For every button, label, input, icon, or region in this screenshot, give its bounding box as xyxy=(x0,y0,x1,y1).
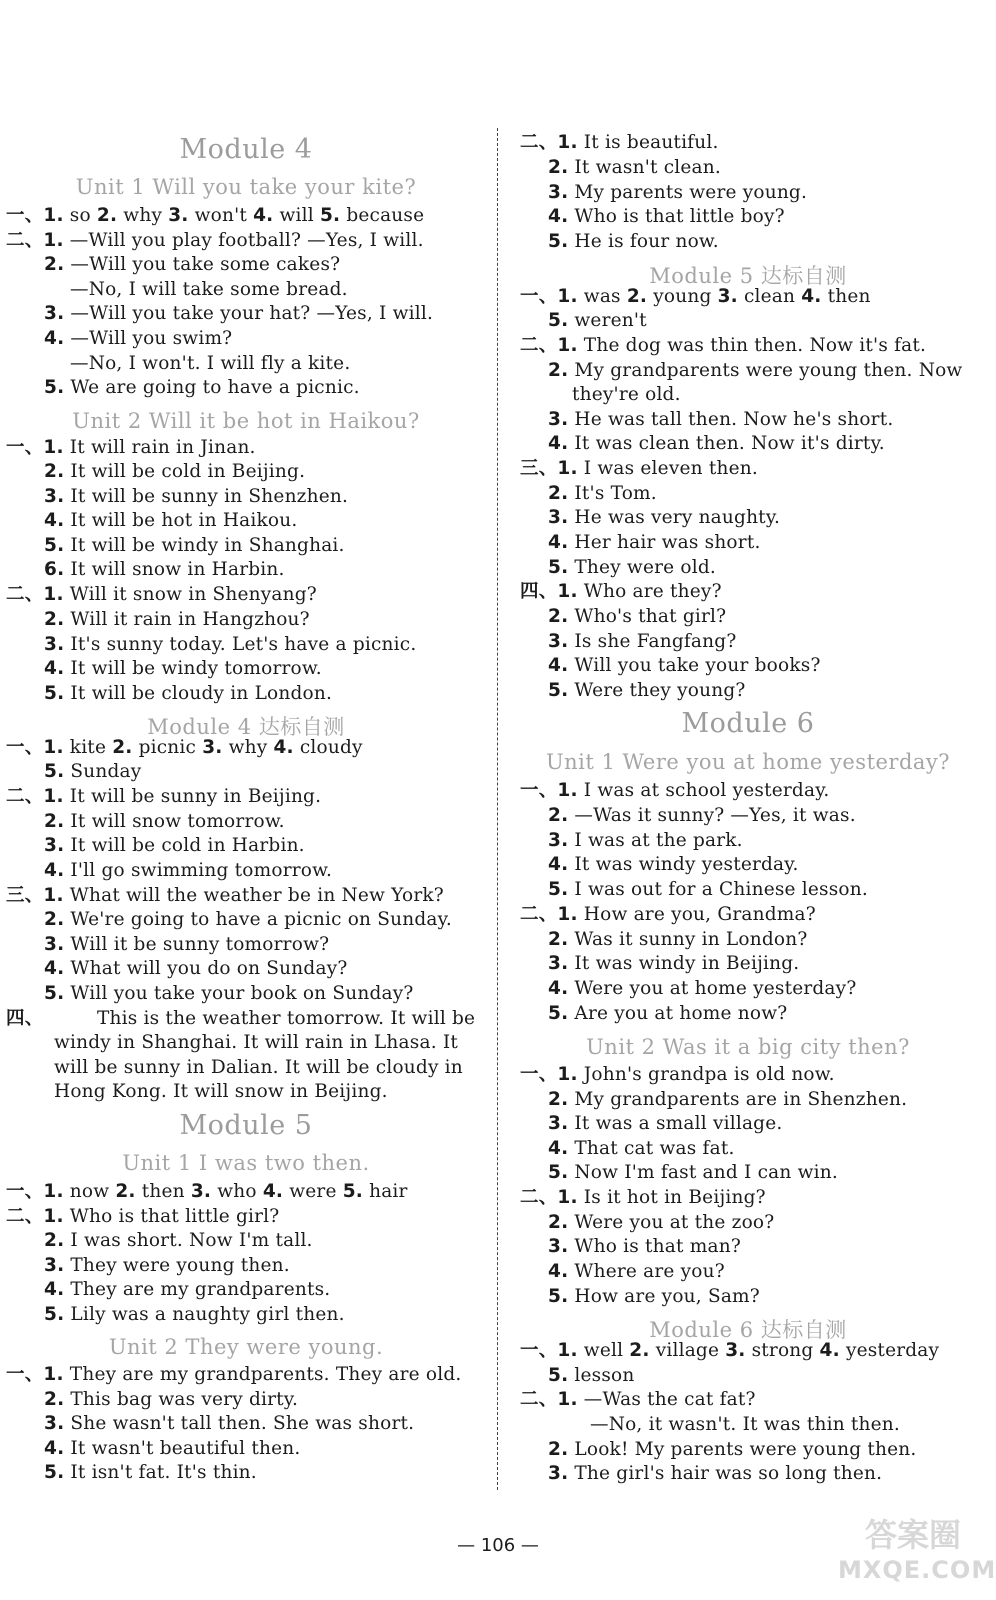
answer-line: 2. I was short. Now I'm tall. xyxy=(44,1230,313,1251)
module-4-unit-1-title: Unit 1 Will you take your kite? xyxy=(75,175,417,199)
answer-line: 3. It's sunny today. Let's have a picnic. xyxy=(44,634,417,655)
answer-line: 3. The girl's hair was so long then. xyxy=(548,1463,883,1484)
answer-line: 二、1. Is it hot in Beijing? xyxy=(520,1187,766,1208)
answer-line: 4. Will you take your books? xyxy=(548,655,821,676)
answer-line: 四、 xyxy=(6,1008,44,1029)
page-number: — 106 — xyxy=(457,1535,539,1556)
answer-line: 4. It will be hot in Haikou. xyxy=(44,510,298,531)
answer-line: 4. It will be windy tomorrow. xyxy=(44,658,322,679)
answer-line: 5. I was out for a Chinese lesson. xyxy=(548,879,868,900)
answer-line: 3. Will it be sunny tomorrow? xyxy=(44,934,330,955)
answer-line: 2. Who's that girl? xyxy=(548,606,727,627)
answer-line: 2. My grandparents are in Shenzhen. xyxy=(548,1089,908,1110)
answer-line: 2. It wasn't clean. xyxy=(548,157,721,178)
answer-line: 3. I was at the park. xyxy=(548,830,743,851)
module-5-test-title: Module 5 达标自测 xyxy=(649,264,847,288)
answer-line: 3. My parents were young. xyxy=(548,182,808,203)
answer-line: 5. Now I'm fast and I can win. xyxy=(548,1162,838,1183)
answer-line: 二、1. It will be sunny in Beijing. xyxy=(6,786,322,807)
answer-line: 四、1. Who are they? xyxy=(520,581,722,602)
watermark-logo xyxy=(838,1515,996,1595)
answer-line: 2. Was it sunny in London? xyxy=(548,929,808,950)
answer-line: 6. It will snow in Harbin. xyxy=(44,559,285,580)
answer-line: 5. We are going to have a picnic. xyxy=(44,377,360,398)
answer-line: 二、1. How are you, Grandma? xyxy=(520,904,816,925)
watermark-line: MXQE.COM xyxy=(838,1556,996,1584)
answer-line: 4. —Will you swim? xyxy=(44,328,233,349)
answer-line: 2. This bag was very dirty. xyxy=(44,1389,299,1410)
answer-line: —No, it wasn't. It was thin then. xyxy=(590,1414,900,1435)
answer-line: 3. Who is that man? xyxy=(548,1236,741,1257)
answer-line: 三、1. What will the weather be in New York? xyxy=(6,885,444,906)
answer-line: 一、1. now 2. then 3. who 4. were 5. hair xyxy=(6,1181,408,1202)
answer-line: 4. Where are you? xyxy=(548,1261,725,1282)
answer-line: 2. It will be cold in Beijing. xyxy=(44,461,306,482)
answer-line: 2. Were you at the zoo? xyxy=(548,1212,775,1233)
answer-line: 5. It isn't fat. It's thin. xyxy=(44,1462,257,1483)
answer-line: 2. My grandparents were young then. Now xyxy=(548,360,963,381)
answer-line: 5. Are you at home now? xyxy=(548,1003,788,1024)
answer-line: 三、1. I was eleven then. xyxy=(520,458,758,479)
answer-line: 4. That cat was fat. xyxy=(548,1138,735,1159)
answer-line: 5. lesson xyxy=(548,1365,635,1386)
answer-line: 4. They are my grandparents. xyxy=(44,1279,331,1300)
answer-line: 二、1. It is beautiful. xyxy=(520,132,719,153)
answer-line: 5. It will be windy in Shanghai. xyxy=(44,535,345,556)
answer-line: windy in Shanghai. It will rain in Lhasa. It xyxy=(54,1032,458,1053)
answer-line: —No, I won't. I will fly a kite. xyxy=(70,353,351,374)
answer-line: will be sunny in Dalian. It will be cloudy in xyxy=(54,1057,463,1078)
answer-line: 二、1. Who is that little girl? xyxy=(6,1206,280,1227)
answer-line: 4. It wasn't beautiful then. xyxy=(44,1438,301,1459)
answer-line: 4. Her hair was short. xyxy=(548,532,761,553)
answer-line: 5. How are you, Sam? xyxy=(548,1286,760,1307)
answer-line: they're old. xyxy=(572,384,681,405)
answer-line: 5. Sunday xyxy=(44,761,142,782)
answer-line: 一、1. was 2. young 3. clean 4. then xyxy=(520,286,871,307)
answer-line: 2. It will snow tomorrow. xyxy=(44,811,285,832)
answer-line: 4. It was windy yesterday. xyxy=(548,854,799,875)
answer-line: 4. I'll go swimming tomorrow. xyxy=(44,860,333,881)
answer-line: 一、1. It will rain in Jinan. xyxy=(6,437,256,458)
answer-line: 5. Will you take your book on Sunday? xyxy=(44,983,414,1004)
module-6-title: Module 6 xyxy=(681,708,815,739)
module-4-test-title: Module 4 达标自测 xyxy=(147,715,345,739)
answer-line: 3. They were young then. xyxy=(44,1255,290,1276)
module-4-unit-2-title: Unit 2 Will it be hot in Haikou? xyxy=(72,409,420,433)
answer-line: 二、1. The dog was thin then. Now it's fat. xyxy=(520,335,927,356)
answer-line: 二、1. —Was the cat fat? xyxy=(520,1389,756,1410)
answer-line: 4. Who is that little boy? xyxy=(548,206,785,227)
answer-line: —No, I will take some bread. xyxy=(70,279,348,300)
answer-line: 一、1. John's grandpa is old now. xyxy=(520,1064,835,1085)
answer-line: 一、1. so 2. why 3. won't 4. will 5. because xyxy=(6,205,425,226)
column-divider xyxy=(497,128,498,1490)
answer-line: 5. Were they young? xyxy=(548,680,746,701)
answer-line: Hong Kong. It will snow in Beijing. xyxy=(54,1081,388,1102)
answer-line: 3. It will be sunny in Shenzhen. xyxy=(44,486,349,507)
answer-line: 4. It was clean then. Now it's dirty. xyxy=(548,433,885,454)
answer-line: 一、1. well 2. village 3. strong 4. yesterday xyxy=(520,1340,940,1361)
answer-line: 2. It's Tom. xyxy=(548,483,657,504)
answer-line: 一、1. They are my grandparents. They are old. xyxy=(6,1364,462,1385)
answer-line: 2. —Was it sunny? —Yes, it was. xyxy=(548,805,856,826)
answer-line: 3. It will be cold in Harbin. xyxy=(44,835,305,856)
answer-line: 二、1. Will it snow in Shenyang? xyxy=(6,584,317,605)
module-5-unit-1-title: Unit 1 I was two then. xyxy=(122,1151,370,1175)
answer-line: 一、1. kite 2. picnic 3. why 4. cloudy xyxy=(6,737,363,758)
module-6-test-title: Module 6 达标自测 xyxy=(649,1318,847,1342)
answer-line: 3. It was windy in Beijing. xyxy=(548,953,800,974)
answer-line: 5. It will be cloudy in London. xyxy=(44,683,333,704)
answer-line: 2. Will it rain in Hangzhou? xyxy=(44,609,310,630)
answer-line: 3. He was very naughty. xyxy=(548,507,781,528)
answer-line: 4. Were you at home yesterday? xyxy=(548,978,857,999)
module-5-title: Module 5 xyxy=(179,1110,313,1141)
answer-line: 3. He was tall then. Now he's short. xyxy=(548,409,894,430)
answer-line: 5. Lily was a naughty girl then. xyxy=(44,1304,345,1325)
answer-line: 4. What will you do on Sunday? xyxy=(44,958,348,979)
module-6-unit-1-title: Unit 1 Were you at home yesterday? xyxy=(545,750,951,774)
module-5-unit-2-title: Unit 2 They were young. xyxy=(108,1335,384,1359)
answer-line: 二、1. —Will you play football? —Yes, I will. xyxy=(6,230,424,251)
answer-line: 2. We're going to have a picnic on Sunday. xyxy=(44,909,452,930)
answer-line: 3. Is she Fangfang? xyxy=(548,631,737,652)
module-6-unit-2-title: Unit 2 Was it a big city then? xyxy=(586,1035,910,1059)
module-4-title: Module 4 xyxy=(179,134,313,165)
answer-line: This is the weather tomorrow. It will be xyxy=(97,1008,476,1029)
answer-line: 3. She wasn't tall then. She was short. xyxy=(44,1413,415,1434)
answer-line: 一、1. I was at school yesterday. xyxy=(520,780,830,801)
answer-line: 2. —Will you take some cakes? xyxy=(44,254,341,275)
watermark-line: 答案圈 xyxy=(864,1516,961,1554)
answer-line: 3. —Will you take your hat? —Yes, I will. xyxy=(44,303,434,324)
answer-line: 3. It was a small village. xyxy=(548,1113,783,1134)
answer-line: 5. He is four now. xyxy=(548,231,719,252)
answer-line: 5. weren't xyxy=(548,310,647,331)
answer-line: 5. They were old. xyxy=(548,557,716,578)
answer-line: 2. Look! My parents were young then. xyxy=(548,1439,917,1460)
